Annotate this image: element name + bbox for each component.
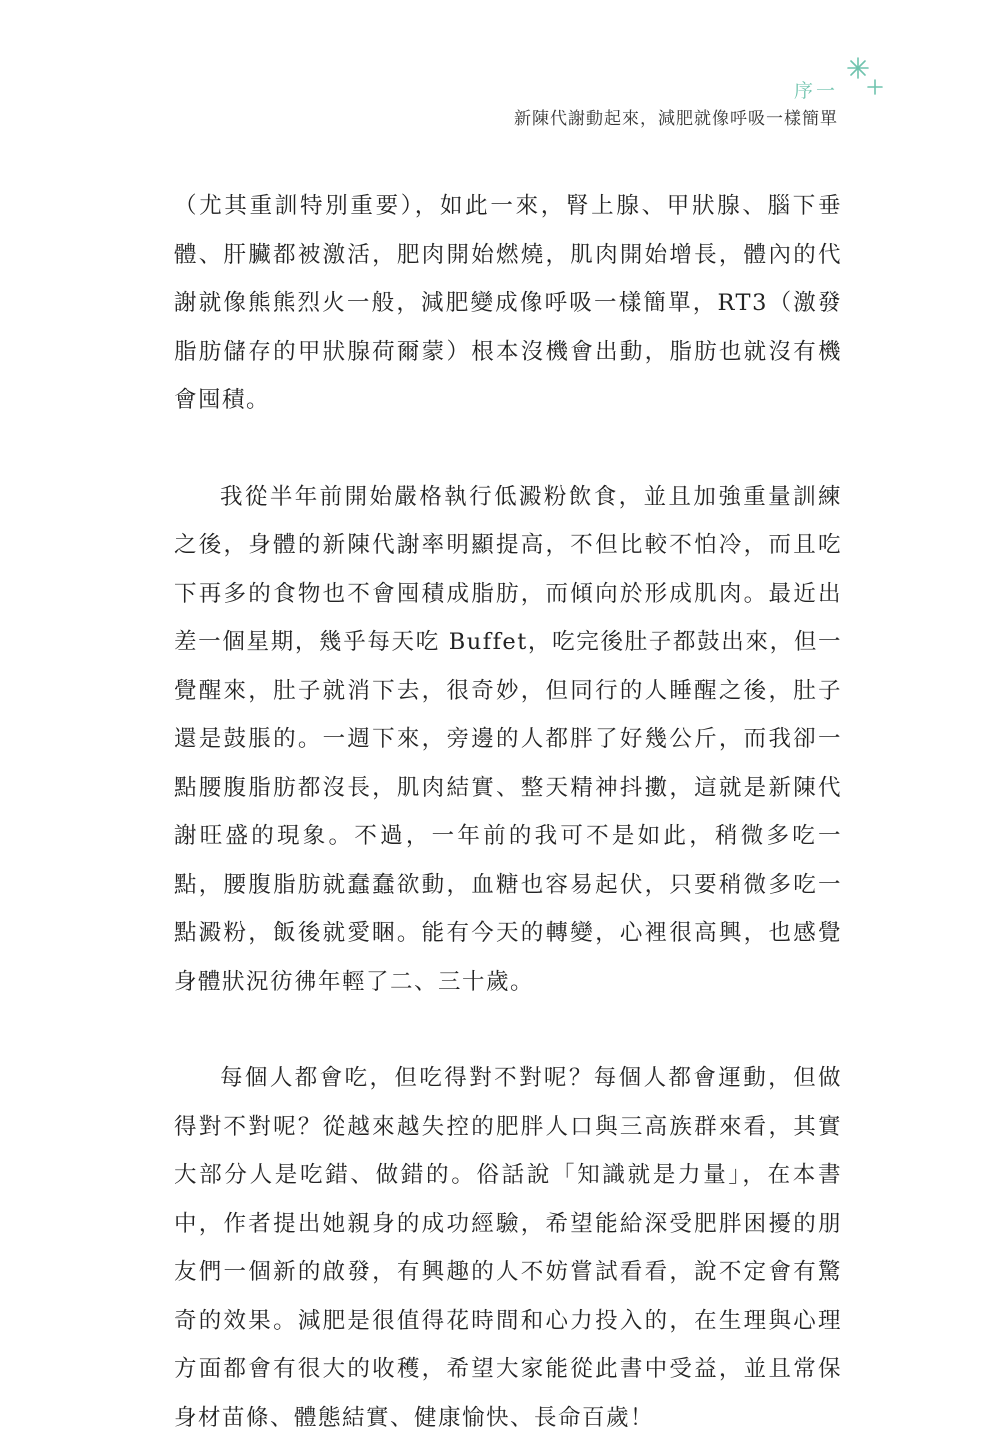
chapter-title: 新陳代謝動起來，減肥就像呼吸一樣簡單 [514,109,838,129]
body-text [174,182,842,1442]
section-label: 序一 [793,80,838,102]
paragraph-3: 每個人都會吃，但吃得對不對呢？每個人都會運動，但做得對不對呢？從越來越失控的肥胖人口與三高族群來看，其實大部分人是吃錯、做錯的。俗話說「知識就是力量」，在本書中，作者提出她親身的成功經驗，希望能給深受肥胖困擾的朋友們一個新的啟發，有興趣的人不妨嘗試看看，說不定會有驚奇的效果。減肥是很值得花時間和心力投入的，在生理與心理方面都會有很大的收穫，希望大家能從此書中受益，並且常保身材苗條、體態結實、健康愉快、長命百歲！ [174,1065,842,1431]
paragraph-2: 我從半年前開始嚴格執行低澱粉飲食，並且加強重量訓練之後，身體的新陳代謝率明顯提高，不但比較不怕冷，而且吃下再多的食物也不會囤積成脂肪，而傾向於形成肌肉。最近出差一個星期，幾乎每天吃 Buffet，吃完後肚子都鼓出來，但一覺醒來，肚子就消下去，很奇妙，但同行的人睡醒之後，肚子還是鼓脹的。一週下來，旁邊的人都胖了好幾公斤，而我卻一點腰腹脂肪都沒長，肌肉結實、整天精神抖擻，這就是新陳代謝旺盛的現象。不過，一年前的我可不是如此，稍微多吃一點，腰腹脂肪就蠢蠢欲動，血糖也容易起伏，只要稍微多吃一點澱粉，飯後就愛睏。能有今天的轉變，心裡很高興，也感覺身體狀況彷彿年輕了二、三十歲。 [174,483,842,995]
paragraph-1: （尤其重訓特別重要），如此一來，腎上腺、甲狀腺、腦下垂體、肝臟都被激活，肥肉開始燃燒，肌肉開始增長，體內的代謝就像熊熊烈火一般，減肥變成像呼吸一樣簡單，RT3（激發脂肪儲存的甲狀腺荷爾蒙）根本沒機會出動，脂肪也就沒有機會囤積。 [174,193,842,413]
sparkle-icon [844,54,894,100]
running-header [514,78,838,132]
